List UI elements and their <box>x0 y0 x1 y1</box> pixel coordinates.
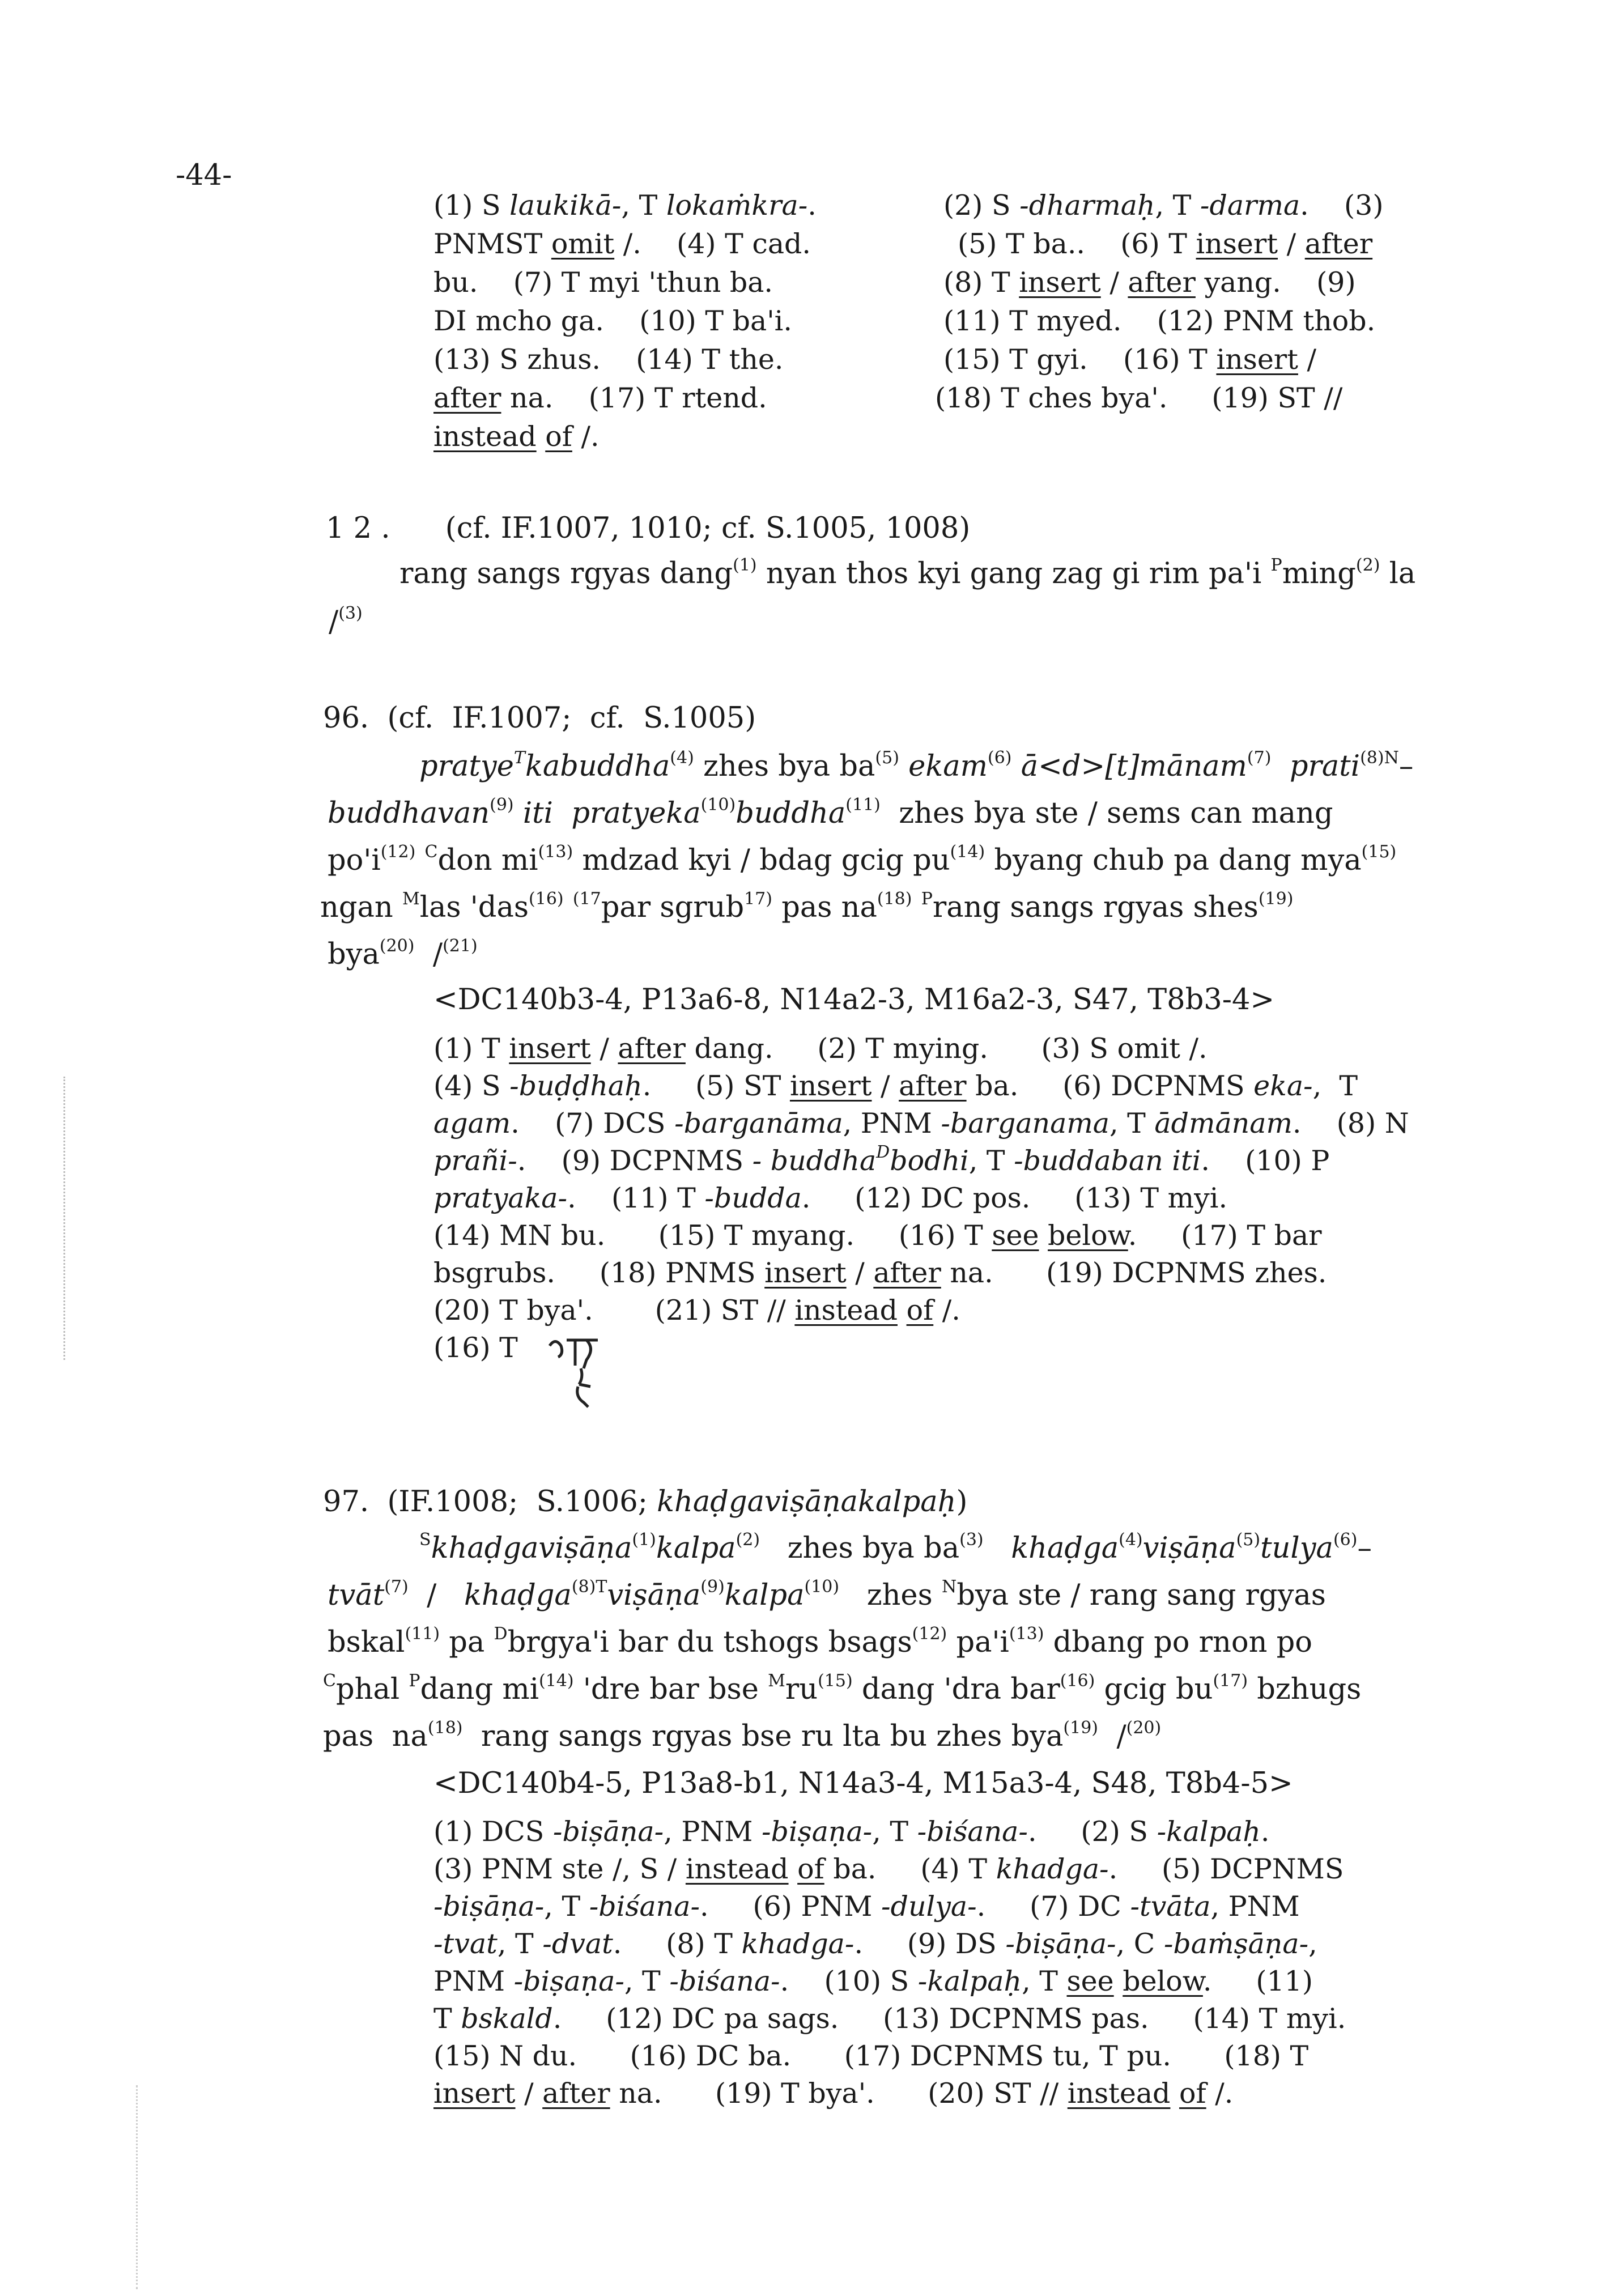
note-line: (8) T insert / after yang. (9) <box>943 266 1356 299</box>
note-line: (2) S -dharmaḥ, T -darma. (3) <box>943 189 1384 222</box>
entry-heading: 96. (cf. IF.1007; cf. S.1005) <box>323 701 756 735</box>
note-line: (1) T insert / after dang. (2) T mying. (3) S omit /. <box>433 1032 1208 1065</box>
note-line: (1) S laukikā-, T lokaṁkra-. <box>433 189 817 222</box>
entry-text-line: $^S$khaḍgaviṣāṇa$^{(1)}$kalpa$^{(2)}$ zhes bya $ba^{(3)}$ khaḍga$^{(4)}$viṣāṇa$^{(5)}$tulya$^{(6)}$– <box>419 1530 1372 1565</box>
note-line: bsgrubs. (18) PNMS insert / after na. (19) DCPNMS zhes. <box>433 1257 1327 1289</box>
note-line: (14) MN bu. (15) T myang. (16) T see below. (17) T bar <box>433 1219 1322 1252</box>
note-line: PNMST omit /. (4) T cad. <box>433 228 811 260</box>
note-line: (11) T myed. (12) PNM thob. <box>943 305 1376 337</box>
entry-text-line: bya$^{(20)}$ /$^{(21)}$ <box>328 936 478 971</box>
note-line: agam. (7) DCS -barganāma, PNM -barganama, T ādmānam. (8) N <box>433 1107 1409 1140</box>
entry-text-line: ngan $^M$las 'das$^{(16)}$ $^{(17}$par sgrub$^{17)}$ pas $na^{(18)}$ $^P$rang sangs rgyas shes$^{(19)}$ <box>320 889 1294 924</box>
note-line: PNM -biṣaṇa-, T -biśana-. (10) S -kalpaḥ, T see below. (11) <box>433 1965 1313 1997</box>
note-line: (18) T ches bya'. (19) ST // <box>935 382 1343 414</box>
tibetan-glyph-image <box>544 1334 606 1408</box>
note-line: pratyaka-. (11) T -budda. (12) DC pos. (13) T myi. <box>433 1182 1228 1214</box>
entry-text-line: pas $na^{(18)}$ rang sangs rgyas bse ru lta bu zhes bya$^{(19)}$ /$^{(20)}$ <box>323 1718 1162 1753</box>
sources: <DC140b4-5, P13a8-b1, N14a3-4, M15a3-4, S48, T8b4-5> <box>433 1767 1293 1800</box>
entry-text-line: bskal$^{(11)}$ pa $^D$brgya'i bar du tshogs bsags$^{(12)}$ $pa'i^{(13)}$ dbang po rnon po <box>328 1624 1312 1659</box>
note-line: -tvat, T -dvat. (8) T khadga-. (9) DS -biṣāṇa-, C -baṁṣāṇa-, <box>433 1928 1317 1960</box>
page-number: -44- <box>176 159 232 192</box>
entry-heading: 1 2 . (cf. IF.1007, 1010; cf. S.1005, 1008) <box>326 512 971 545</box>
note-line: (16) T <box>433 1332 518 1364</box>
note-line: instead of /. <box>433 420 600 453</box>
margin-scan-mark <box>63 1077 71 1360</box>
note-line: after na. (17) T rtend. <box>433 382 767 414</box>
sources: <DC140b3-4, P13a6-8, N14a2-3, M16a2-3, S47, T8b3-4> <box>433 983 1275 1017</box>
note-line: DI mcho ga. (10) T ba'i. <box>433 305 792 337</box>
entry-text-line: $po'i^{(12)}$ $^C$don $mi^{(13)}$ mdzad kyi / bdag gcig $pu^{(14)}$ byang chub pa dang mya$^{(15)}$ <box>328 842 1397 877</box>
entry-text-line: buddhavan$^{(9)}$ iti pratyeka$^{(10)}$buddha$^{(11)}$ zhes bya ste / sems can mang <box>328 795 1333 830</box>
margin-scan-mark <box>136 2085 143 2289</box>
entry-heading: 97. (IF.1008; S.1006; khaḍgaviṣāṇakalpaḥ) <box>323 1485 968 1519</box>
note-line: insert / after na. (19) T bya'. (20) ST // instead of /. <box>433 2077 1234 2110</box>
note-line: (15) N du. (16) DC ba. (17) DCPNMS tu, T pu. (18) T <box>433 2040 1309 2072</box>
note-line: bu. (7) T myi 'thun ba. <box>433 266 773 299</box>
note-line: (3) PNM ste /, S / instead of ba. (4) T khadga-. (5) DCPNMS <box>433 1853 1344 1885</box>
note-line: -biṣāṇa-, T -biśana-. (6) PNM -dulya-. (7) DC -tvāta, PNM <box>433 1890 1300 1923</box>
note-line: (4) S -buḍḍhaḥ. (5) ST insert / after ba. (6) DCPNMS eka-, T <box>433 1070 1358 1102</box>
note-line: prañi-. (9) DCPNMS - buddha$^D$bodhi, T -buddaban iti. (10) P <box>433 1142 1330 1177</box>
entry-text-line: rang sangs rgyas dang$^{(1)}$ nyan thos kyi gang zag gi rim pa'i $^P$ming$^{(2)}$ la <box>399 555 1416 590</box>
entry-text-line: tvāt$^{(7)}$ / khaḍga$^{(8)T}$viṣāṇa$^{(9)}$kalpa$^{(10)}$ zhes $^N$bya ste / rang sang rgyas <box>328 1577 1326 1612</box>
entry-text-line: $^C$phal $^P$dang $mi^{(14)}$ 'dre bar bse $^Mru^{(15)}$ dang 'dra bar$^{(16)}$ gcig $bu^{(17)}$ bzhugs <box>323 1671 1362 1706</box>
note-line: (5) T ba.. (6) T insert / after <box>958 228 1373 260</box>
note-line: (1) DCS -biṣāṇa-, PNM -biṣaṇa-, T -biśana-. (2) S -kalpaḥ. <box>433 1815 1270 1848</box>
entry-text-line: /$^{(3)}$ <box>329 603 363 639</box>
entry-text-line: pratye$^T$kabuddha$^{(4)}$ zhes bya $ba^{(5)}$ ekam$^{(6)}$ ā<d>[t]mānam$^{(7)}$ prati$^{(8)N}$– <box>419 748 1414 783</box>
note-line: (20) T bya'. (21) ST // instead of /. <box>433 1294 960 1326</box>
note-line: (15) T gyi. (16) T insert / <box>943 343 1317 376</box>
note-line: T bskald. (12) DC pa sags. (13) DCPNMS pas. (14) T myi. <box>433 2002 1346 2035</box>
note-line: (13) S zhus. (14) T the. <box>433 343 784 376</box>
